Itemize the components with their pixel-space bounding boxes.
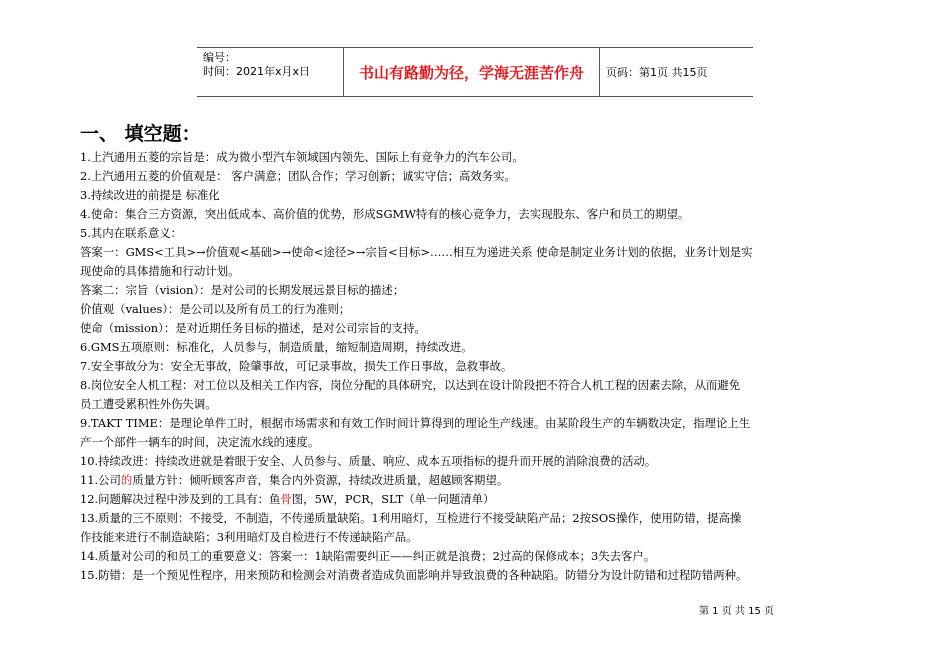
text-line: 产一个部件一辆车的时间，决定流水线的速度。 xyxy=(80,435,320,449)
text-segment: 质量方针：倾听顾客声音，集合内外资源，持续改进质量，超越顾客期望。 xyxy=(132,473,509,487)
document-body xyxy=(80,148,880,585)
text-line: 价值观（values）：是公司以及所有员工的行为准则； xyxy=(80,302,351,316)
text-line: 答案一：GMS<工具>→价值观<基础>→使命<途径>→宗旨<目标>……相互为递进关系 使命是制定业务计划的依据，业务计划是实 xyxy=(80,245,753,259)
text-line: 答案二：宗旨（vision）：是对公司的长期发展远景目标的描述； xyxy=(80,283,405,297)
text-line: 员工遭受累积性外伤失调。 xyxy=(80,397,217,411)
text-segment: 图，5W，PCR，SLT（单一问题清单） xyxy=(291,492,495,506)
text-line: 5.其内在联系意义： xyxy=(80,226,182,240)
text-line: 1.上汽通用五菱的宗旨是：成为微小型汽车领域国内领先、国际上有竞争力的汽车公司。 xyxy=(80,150,524,164)
text-line: 14.质量对公司的和员工的重要意义：答案一：1缺陷需要纠正——纠正就是浪费；2过高的保修成本；3失去客户。 xyxy=(80,549,656,563)
page-header xyxy=(197,47,753,97)
text-line: 3.持续改进的前提是 标准化 xyxy=(80,188,220,202)
text-line-11 xyxy=(80,471,880,490)
section-heading: 一、 填空题： xyxy=(80,123,201,145)
text-line: 6.GMS五项原则：标准化，人员参与，制造质量，缩短制造周期，持续改进。 xyxy=(80,340,473,354)
text-line: 15.防错：是一个预见性程序，用来预防和检测会对消费者造成负面影响并导致浪费的各种缺陷。防错分为设计防错和过程防错两种。 xyxy=(80,568,748,582)
number-label: 编号： xyxy=(203,51,236,64)
text-line: 现使命的具体措施和行动计划。 xyxy=(80,264,240,278)
highlighted-text: 骨 xyxy=(280,492,292,506)
page-footer: 第 1 页 共 15 页 xyxy=(699,606,774,617)
header-slogan: 书山有路勤为径，学海无涯苦作舟 xyxy=(344,48,600,96)
text-segment: 11.公司 xyxy=(80,473,121,487)
text-line: 7.安全事故分为：安全无事故，险肇事故，可记录事故，损失工作日事故，急救事故。 xyxy=(80,359,513,373)
text-line: 13.质量的三不原则：不接受，不制造，不传递质量缺陷。1利用暗灯，互检进行不接受缺陷产品；2按SOS操作，使用防错，提高操 xyxy=(80,511,742,525)
text-line: 10.持续改进：持续改进就是着眼于安全、人员参与、质量、响应、成本五项指标的提升而开展的消除浪费的活动。 xyxy=(80,454,657,468)
text-line: 9.TAKT TIME：是理论单件工时，根据市场需求和有效工作时间计算得到的理论生产线速。由某阶段生产的车辆数决定，指理论上生 xyxy=(80,416,751,430)
highlighted-text: 的 xyxy=(120,473,133,487)
text-line: 使命（mission）：是对近期任务目标的描述，是对公司宗旨的支持。 xyxy=(80,321,426,335)
time-label: 时间：2021年x月x日 xyxy=(203,65,311,78)
text-line-12 xyxy=(80,490,880,509)
text-line: 2.上汽通用五菱的价值观是： 客户满意；团队合作；学习创新；诚实守信；高效务实。 xyxy=(80,169,516,183)
header-page-label: 页码：第1页 共15页 xyxy=(606,66,708,79)
text-line: 8.岗位安全人机工程：对工位以及相关工作内容，岗位分配的具体研究，以达到在设计阶段把不符合人机工程的因素去除，从而避免 xyxy=(80,378,741,392)
text-segment: 12.问题解决过程中涉及到的工具有：鱼 xyxy=(80,492,281,506)
text-line: 作技能来进行不制造缺陷；3利用暗灯及自检进行不传递缺陷产品。 xyxy=(80,530,418,544)
text-line: 4.使命：集合三方资源，突出低成本、高价值的优势，形成SGMW特有的核心竞争力，去实现股东、客户和员工的期望。 xyxy=(80,207,690,221)
header-meta-cell xyxy=(197,48,344,96)
